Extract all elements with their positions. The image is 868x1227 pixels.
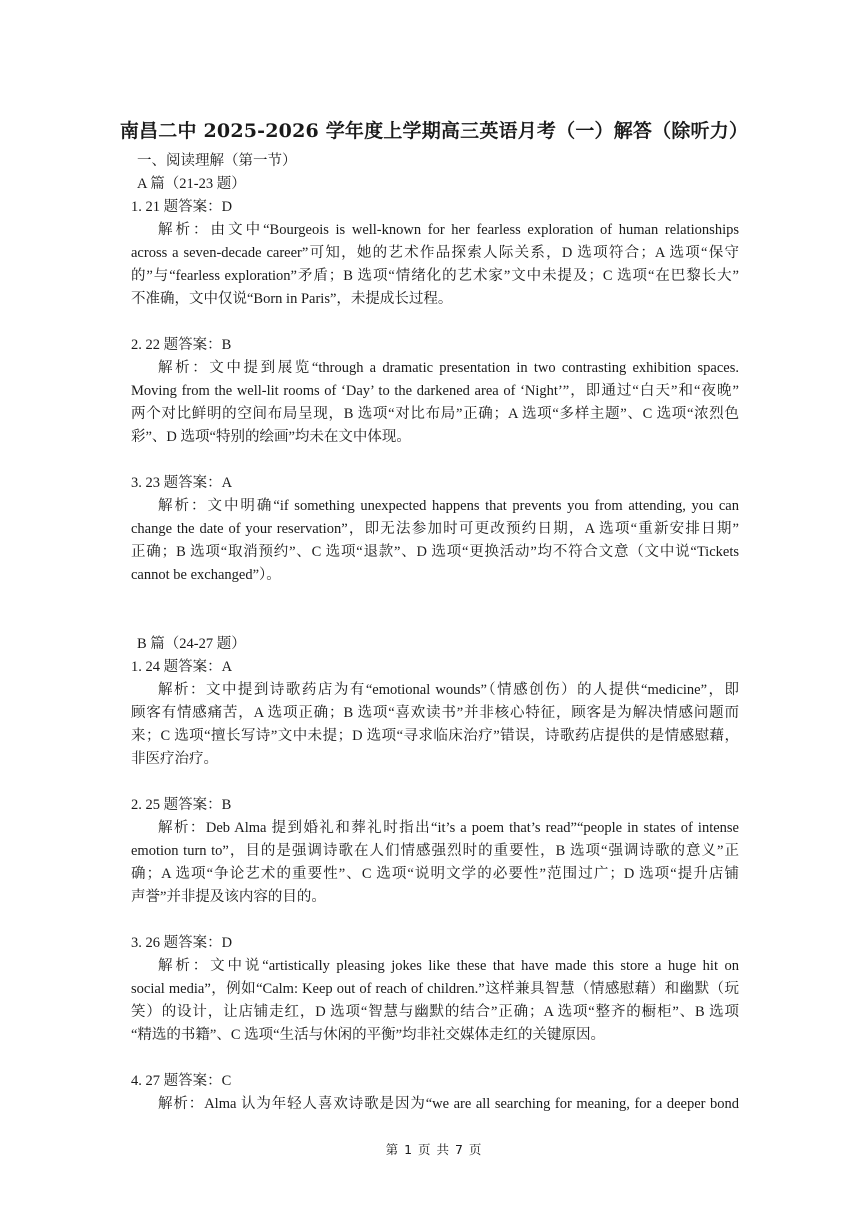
passage-b-heading: B 篇（24-27 题） — [137, 636, 246, 652]
explanation-line: change the date of your reservation”，即无法参加时可更改预约日期，A 选项“重新安排日期” — [131, 521, 739, 537]
explanation-line: 正确；B 选项“取消预约”、C 选项“退款”、D 选项“更换活动”均不符合文意（文中说“Tickets — [131, 544, 739, 560]
explanation-q22 — [131, 357, 739, 449]
answer-q21: 1. 21 题答案：D — [131, 199, 233, 215]
explanation-q25 — [131, 817, 739, 909]
explanation-line: cannot be exchanged”）。 — [131, 567, 281, 583]
explanation-line: 解析：Alma 认为年轻人喜欢诗歌是因为“we are all searching for meaning, for a deeper bond — [158, 1096, 739, 1112]
explanation-line: 解析：Deb Alma 提到婚礼和葬礼时指出“it’s a poem that’s read”“people in states of intense — [158, 820, 739, 836]
answer-q26: 3. 26 题答案：D — [131, 935, 233, 951]
explanation-line: 解析：文中提到展览“through a dramatic presentation in two contrasting exhibition spaces. — [158, 360, 739, 376]
explanation-line: 来；C 选项“擅长写诗”文中未提；D 选项“寻求临床治疗”错误，诗歌药店提供的是情感慰藉， — [131, 728, 739, 744]
document-body — [131, 150, 739, 1116]
explanation-line: 笑）的设计，让店铺走红，D 选项“智慧与幽默的结合”正确；A 选项“整齐的橱柜”、B 选项 — [131, 1004, 739, 1020]
answer-q24: 1. 24 题答案：A — [131, 659, 233, 675]
explanation-line: Moving from the well-lit rooms of ‘Day’ to the darkened area of ‘Night’”，即通过“白天”和“夜晚” — [131, 383, 739, 399]
answer-q27: 4. 27 题答案：C — [131, 1073, 232, 1089]
explanation-line: 两个对比鲜明的空间布局呈现，B 选项“对比布局”正确；A 选项“多样主题”、C 选项“浓烈色 — [131, 406, 739, 422]
explanation-line: 解析：文中说“artistically pleasing jokes like these that have made this store a huge hit on — [158, 958, 739, 974]
explanation-line: 确；A 选项“争论艺术的重要性”、C 选项“说明文学的必要性”范围过广；D 选项“提升店铺 — [131, 866, 739, 882]
explanation-q27 — [131, 1093, 739, 1116]
explanation-line: 解析：文中提到诗歌药店为有“emotional wounds”（情感创伤）的人提供“medicine”，即 — [158, 682, 739, 698]
explanation-line: 非医疗治疗。 — [131, 751, 218, 767]
document-title: 南昌二中 2025-2026 学年度上学期高三英语月考（一）解答（除听力） — [119, 120, 749, 142]
answer-q22: 2. 22 题答案：B — [131, 337, 232, 353]
explanation-line: “精选的书籍”、C 选项“生活与休闲的平衡”均非社交媒体走红的关键原因。 — [131, 1027, 606, 1043]
explanation-line: 不准确，文中仅说“Born in Paris”，未提成长过程。 — [131, 291, 453, 307]
explanation-q26 — [131, 955, 739, 1047]
explanation-q23 — [131, 495, 739, 587]
explanation-line: 的”与“fearless exploration”矛盾；B 选项“情绪化的艺术家”文中未提及；C 选项“在巴黎长大” — [131, 268, 739, 284]
explanation-line: 彩”、D 选项“特别的绘画”均未在文中体现。 — [131, 429, 411, 445]
explanation-line: 解析：由文中“Bourgeois is well-known for her fearless exploration of human relationships — [158, 222, 739, 238]
page-footer: 第 1 页 共 7 页 — [385, 1142, 483, 1157]
answer-q23: 3. 23 题答案：A — [131, 475, 233, 491]
explanation-line: 顾客有情感痛苦，A 选项正确；B 选项“喜欢读书”并非核心特征，顾客是为解决情感问题而 — [131, 705, 739, 721]
explanation-line: 声誉”并非提及该内容的目的。 — [131, 889, 326, 905]
explanation-line: emotion turn to”，目的是强调诗歌在人们情感强烈时的重要性，B 选项“强调诗歌的意义”正 — [131, 843, 739, 859]
explanation-line: 解析：文中明确“if something unexpected happens that prevents you from attending, you can — [158, 498, 739, 514]
answer-q25: 2. 25 题答案：B — [131, 797, 232, 813]
explanation-q24 — [131, 679, 739, 771]
passage-a-heading: A 篇（21-23 题） — [137, 176, 246, 192]
section-heading: 一、阅读理解（第一节） — [137, 153, 297, 169]
explanation-line: social media”，例如“Calm: Keep out of reach of children.”这样兼具智慧（情感慰藉）和幽默（玩 — [131, 981, 739, 997]
explanation-q21 — [131, 219, 739, 311]
explanation-line: across a seven-decade career”可知，她的艺术作品探索人际关系，D 选项符合；A 选项“保守 — [131, 245, 739, 261]
